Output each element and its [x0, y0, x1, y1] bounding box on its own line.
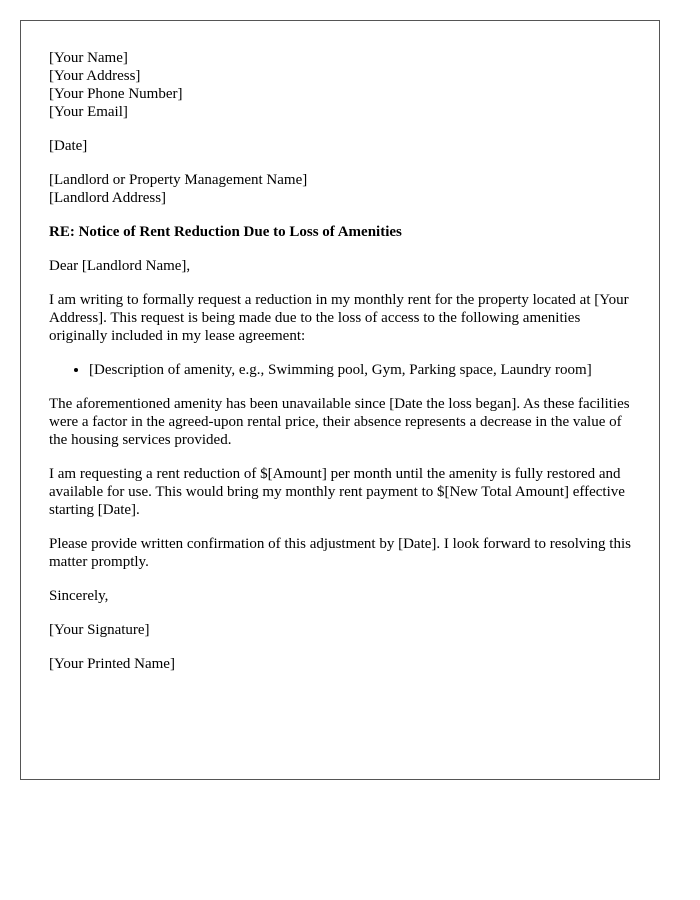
confirmation-paragraph: Please provide written confirmation of this adjustment by [Date]. I look forward to resolving this matter promptly. — [49, 536, 631, 570]
request-paragraph: I am requesting a rent reduction of $[Amount] per month until the amenity is fully restored and available for use. This would bring my monthly rent payment to $[New Total Amount] effective starting [Date]. — [49, 466, 625, 518]
recipient-block — [49, 171, 639, 207]
letter-content — [49, 49, 639, 689]
amenities-list — [49, 361, 639, 379]
sender-phone: [Your Phone Number] — [49, 86, 183, 102]
salutation: Dear [Landlord Name], — [49, 258, 191, 274]
printed-name: [Your Printed Name] — [49, 656, 175, 672]
letter-date: [Date] — [49, 138, 88, 154]
letter-page — [20, 20, 660, 780]
sender-address: [Your Address] — [49, 68, 141, 84]
sender-name: [Your Name] — [49, 50, 128, 66]
sender-block — [49, 49, 639, 121]
subject-line: RE: Notice of Rent Reduction Due to Loss of Amenities — [49, 224, 402, 240]
signature-line: [Your Signature] — [49, 622, 150, 638]
unavailable-paragraph: The aforementioned amenity has been unavailable since [Date the loss began]. As these facilities were a factor in the agreed-upon rental price, their absence represents a decrease in the value of the housing services provided. — [49, 396, 630, 448]
list-item: • [Description of amenity, e.g., Swimming pool, Gym, Parking space, Laundry room] — [89, 361, 639, 379]
closing: Sincerely, — [49, 588, 109, 604]
recipient-name: [Landlord or Property Management Name] — [49, 172, 308, 188]
intro-paragraph: I am writing to formally request a reduction in my monthly rent for the property located at [Your Address]. This request is being made due to the loss of access to the following amenities originally included in my lease agreement: — [49, 292, 629, 344]
recipient-address: [Landlord Address] — [49, 190, 167, 206]
sender-email: [Your Email] — [49, 104, 128, 120]
